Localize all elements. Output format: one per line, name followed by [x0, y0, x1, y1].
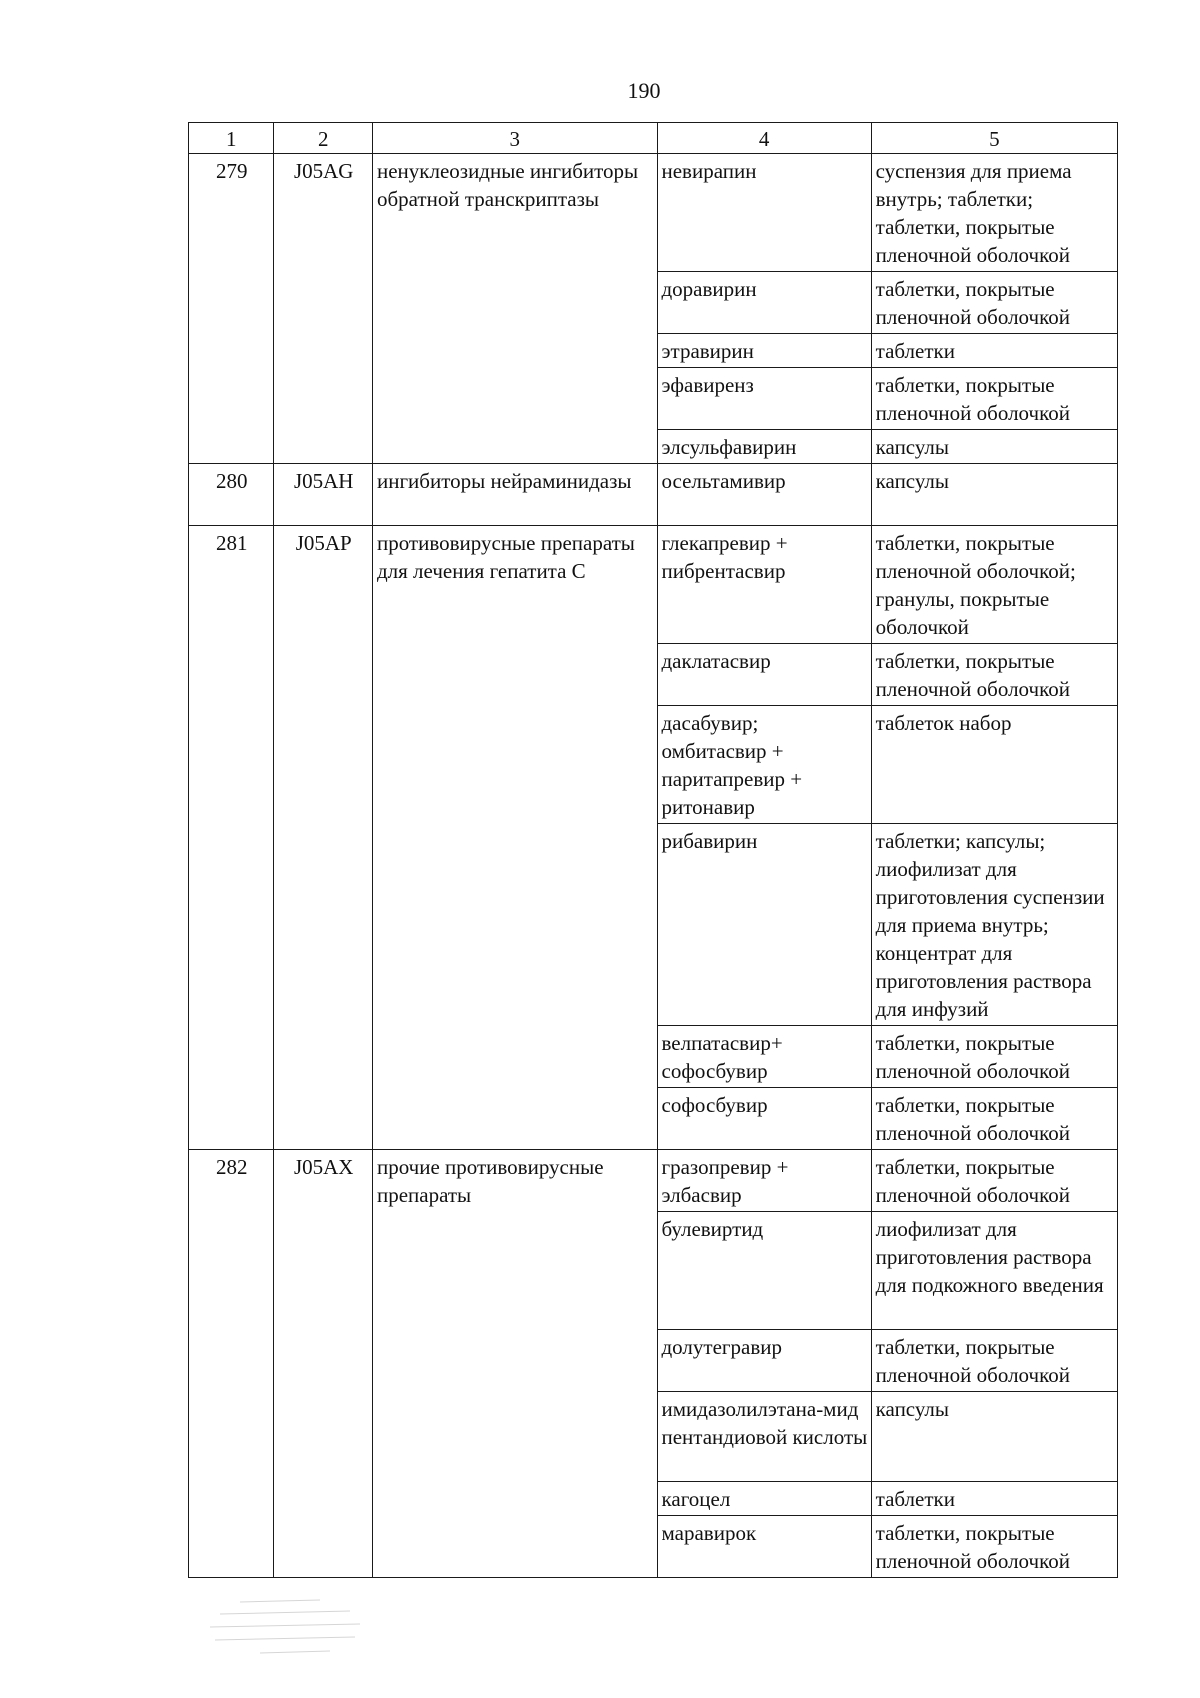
drug-name: софосбувир: [657, 1088, 871, 1150]
dosage-form: таблетки: [871, 1482, 1117, 1516]
dosage-form: капсулы: [871, 1392, 1117, 1482]
drug-table: [188, 122, 1118, 1578]
dosage-form: таблетки; капсулы; лиофилизат для приготовления суспензии для приема внутрь; концентрат для приготовления раствора для инфузий: [871, 824, 1117, 1026]
group-name: прочие противовирусные препараты: [372, 1150, 657, 1578]
table-row: [189, 1150, 1118, 1212]
drug-name: эфавиренз: [657, 368, 871, 430]
group-name: противовирусные препараты для лечения гепатита С: [372, 526, 657, 1150]
drug-name: маравирок: [657, 1516, 871, 1578]
atc-code: J05AH: [274, 464, 373, 526]
dosage-form: таблеток набор: [871, 706, 1117, 824]
dosage-form: таблетки, покрытые пленочной оболочкой: [871, 1088, 1117, 1150]
dosage-form: таблетки, покрытые пленочной оболочкой: [871, 1026, 1117, 1088]
row-number: 282: [189, 1150, 274, 1578]
faint-stamp: [200, 1594, 400, 1674]
table-row: [189, 464, 1118, 526]
dosage-form: таблетки, покрытые пленочной оболочкой; гранулы, покрытые оболочкой: [871, 526, 1117, 644]
page-number: 190: [627, 78, 661, 103]
column-header: 5: [871, 123, 1117, 154]
dosage-form: суспензия для приема внутрь; таблетки; таблетки, покрытые пленочной оболочкой: [871, 154, 1117, 272]
dosage-form: таблетки, покрытые пленочной оболочкой: [871, 1516, 1117, 1578]
drug-name: кагоцел: [657, 1482, 871, 1516]
drug-name: имидазолилэтана-мид пентандиовой кислоты: [657, 1392, 871, 1482]
drug-name: гразопревир + элбасвир: [657, 1150, 871, 1212]
drug-name: велпатасвир+ софосбувир: [657, 1026, 871, 1088]
drug-name: доравирин: [657, 272, 871, 334]
drug-name: элсульфавирин: [657, 430, 871, 464]
drug-name: долутегравир: [657, 1330, 871, 1392]
atc-code: J05AG: [274, 154, 373, 464]
drug-name: булевиртид: [657, 1212, 871, 1330]
dosage-form: капсулы: [871, 464, 1117, 526]
column-header: 4: [657, 123, 871, 154]
drug-name: осельтамивир: [657, 464, 871, 526]
column-header: 2: [274, 123, 373, 154]
dosage-form: таблетки, покрытые пленочной оболочкой: [871, 368, 1117, 430]
row-number: 281: [189, 526, 274, 1150]
row-number: 280: [189, 464, 274, 526]
drug-name: этравирин: [657, 334, 871, 368]
row-number: 279: [189, 154, 274, 464]
table-header-row: [189, 123, 1118, 154]
dosage-form: таблетки, покрытые пленочной оболочкой: [871, 272, 1117, 334]
column-header: 1: [189, 123, 274, 154]
group-name: ненуклеозидные ингибиторы обратной транскриптазы: [372, 154, 657, 464]
stamp-mark-icon: [200, 1594, 400, 1674]
atc-code: J05AP: [274, 526, 373, 1150]
column-header: 3: [372, 123, 657, 154]
dosage-form: капсулы: [871, 430, 1117, 464]
dosage-form: таблетки, покрытые пленочной оболочкой: [871, 1330, 1117, 1392]
dosage-form: таблетки, покрытые пленочной оболочкой: [871, 644, 1117, 706]
table-row: [189, 154, 1118, 272]
group-name: ингибиторы нейраминидазы: [372, 464, 657, 526]
drug-name: невирапин: [657, 154, 871, 272]
drug-name: рибавирин: [657, 824, 871, 1026]
dosage-form: таблетки, покрытые пленочной оболочкой: [871, 1150, 1117, 1212]
drug-name: глекапревир + пибрентасвир: [657, 526, 871, 644]
drug-name: даклатасвир: [657, 644, 871, 706]
dosage-form: лиофилизат для приготовления раствора для подкожного введения: [871, 1212, 1117, 1330]
atc-code: J05AX: [274, 1150, 373, 1578]
drug-name: дасабувир; омбитасвир + паритапревир + ритонавир: [657, 706, 871, 824]
table-row: [189, 526, 1118, 644]
dosage-form: таблетки: [871, 334, 1117, 368]
